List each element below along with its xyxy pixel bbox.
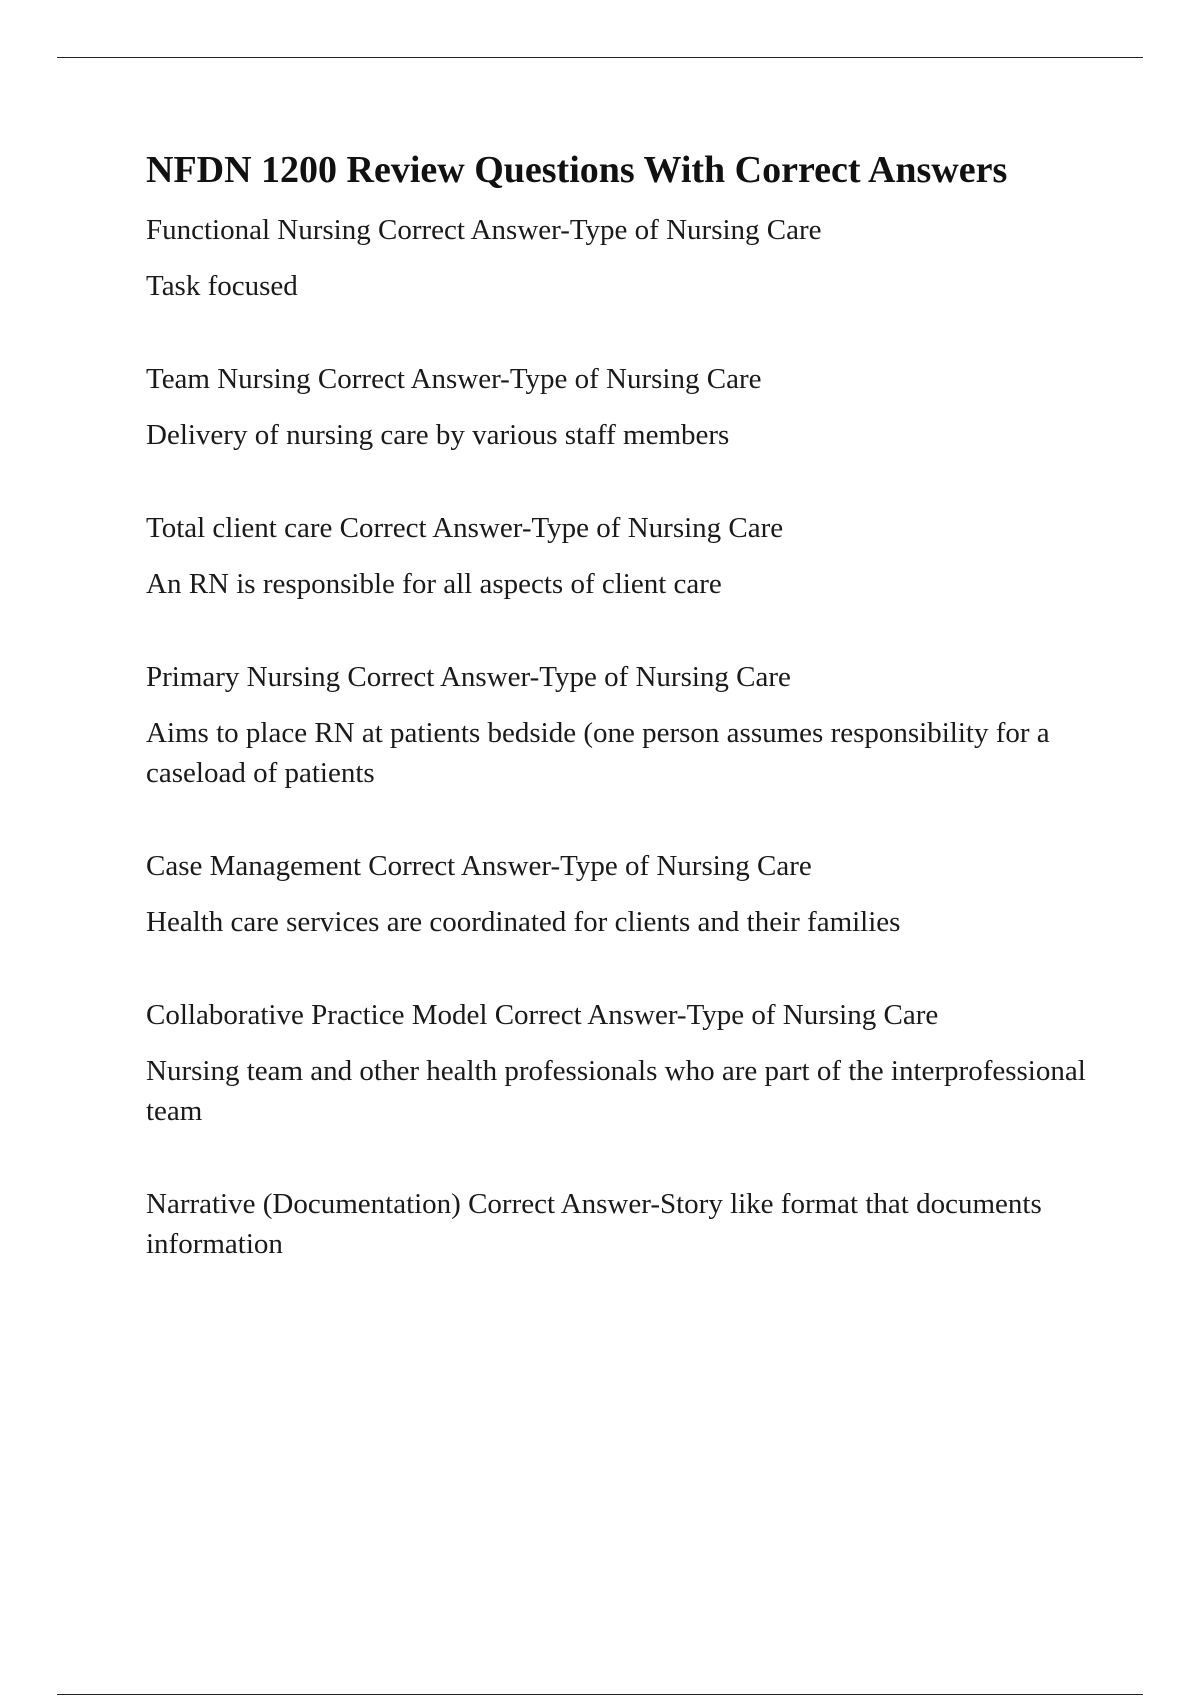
bottom-divider — [57, 1694, 1143, 1695]
answer-text: Aims to place RN at patients bedside (one person assumes responsibility for a caseload of patients — [146, 717, 1050, 789]
document-title: NFDN 1200 Review Questions With Correct Answers — [146, 149, 1008, 191]
question-text: Collaborative Practice Model Correct Answer-Type of Nursing Care — [146, 999, 939, 1031]
qa-entry — [146, 1184, 1106, 1264]
question-text: Team Nursing Correct Answer-Type of Nursing Care — [146, 363, 762, 395]
document-body — [146, 140, 1106, 1264]
qa-entry — [146, 359, 1106, 455]
answer-text: Task focused — [146, 270, 298, 302]
qa-entry — [146, 846, 1106, 942]
qa-entry — [146, 657, 1106, 793]
answer-text: Health care services are coordinated for clients and their families — [146, 906, 901, 938]
question-text: Primary Nursing Correct Answer-Type of Nursing Care — [146, 661, 791, 693]
qa-entry — [146, 508, 1106, 604]
question-text: Case Management Correct Answer-Type of Nursing Care — [146, 850, 812, 882]
question-text: Narrative (Documentation) Correct Answer-Story like format that documents information — [146, 1188, 1042, 1260]
answer-text: Delivery of nursing care by various staff members — [146, 419, 730, 451]
top-divider — [57, 57, 1143, 58]
question-text: Total client care Correct Answer-Type of Nursing Care — [146, 512, 784, 544]
qa-entry — [146, 995, 1106, 1131]
answer-text: Nursing team and other health professionals who are part of the interprofessional team — [146, 1055, 1086, 1127]
question-text: Functional Nursing Correct Answer-Type of Nursing Care — [146, 214, 822, 246]
answer-text: An RN is responsible for all aspects of client care — [146, 568, 722, 600]
qa-entry — [146, 210, 1106, 306]
